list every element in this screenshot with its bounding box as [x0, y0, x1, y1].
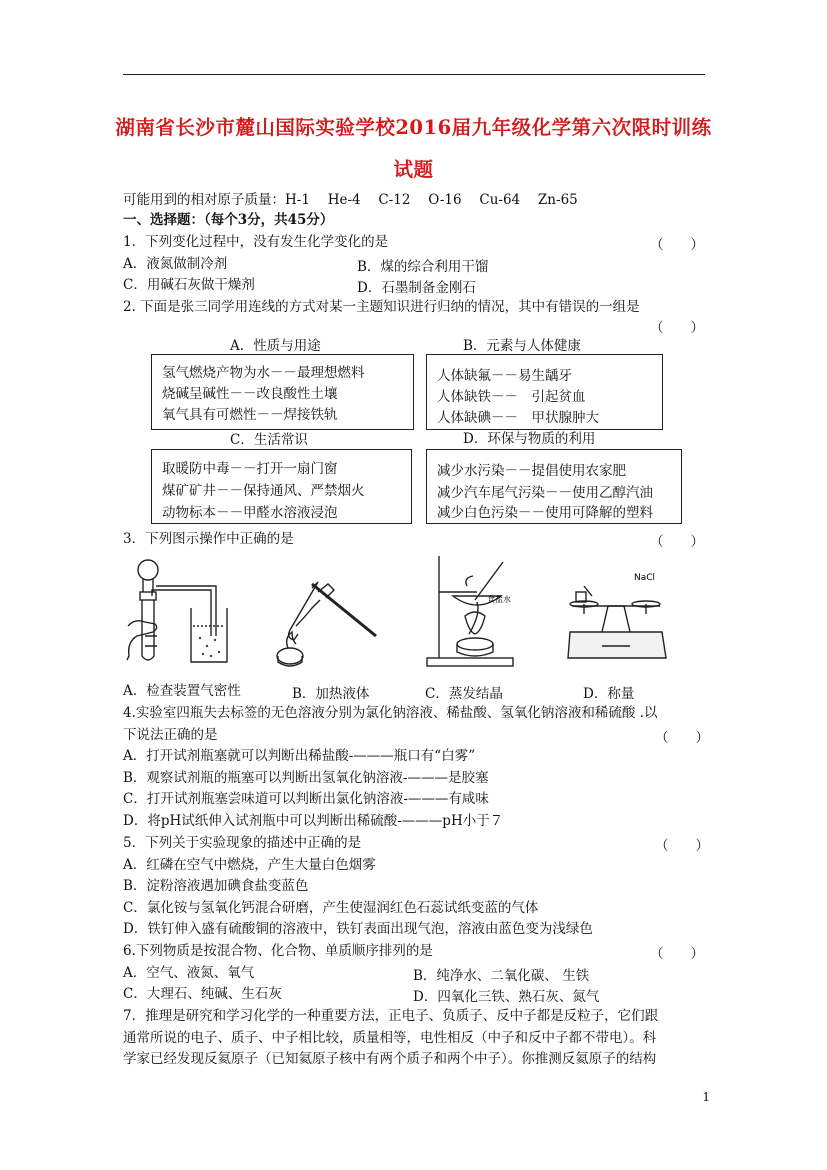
header-rule — [123, 74, 705, 75]
q2-answer-paren: （ ） — [650, 320, 704, 336]
q5-option-a: A．红磷在空气中燃烧，产生大量白色烟雾 — [123, 857, 376, 873]
q4-stem-line1: 4.实验室四瓶失去标签的无色溶液分别为氯化钠溶液、稀盐酸、氢氧化钠溶液和稀硫酸 .以 — [123, 705, 658, 721]
q2-stem: 2. 下面是张三同学用连线的方式对某一主题知识进行归纳的情况，其中有错误的一组是 — [123, 299, 640, 315]
q5-stem: 5．下列关于实验现象的描述中正确的是 — [123, 835, 362, 851]
q6-answer-paren: （ ） — [650, 946, 704, 962]
q4-option-a: A．打开试剂瓶塞就可以判断出稀盐酸-———瓶口有“白雾” — [123, 748, 476, 764]
q6-option-d: D．四氧化三铁、熟石灰、氮气 — [413, 989, 600, 1005]
box-line: 减少汽车尾气污染－－使用乙醇汽油 — [437, 485, 653, 501]
q2-box-a — [151, 354, 414, 430]
q4-option-c: C．打开试剂瓶塞尝味道可以判断出氯化钠溶液-———有咸味 — [123, 791, 489, 807]
heating-liquid-illustration — [268, 578, 380, 670]
q3-stem: 3．下列图示操作中正确的是 — [123, 531, 294, 547]
q1-stem: 1．下列变化过程中，没有发生化学变化的是 — [123, 234, 389, 250]
q3-option-a: A．检查装置气密性 — [123, 683, 241, 699]
q4-answer-paren: （ ） — [655, 730, 709, 746]
q2-box-d-title: D．环保与物质的利用 — [463, 431, 596, 447]
q2-box-b — [426, 354, 663, 430]
q4-option-b: B．观察试剂瓶的瓶塞可以判断出氢氧化钠溶液-———是胶塞 — [123, 770, 489, 786]
salt-water-label: 食盐水 — [487, 595, 511, 604]
q7-line3: 学家已经发现反氦原子（已知氦原子核中有两个质子和两个中子）。你推测反氦原子的结构 — [123, 1051, 657, 1067]
q1-option-b: B．煤的综合利用干馏 — [357, 259, 489, 275]
box-line: 取暖防中毒－－打开一扇门窗 — [162, 461, 338, 477]
box-line: 氧气具有可燃性－－焊接铁轨 — [162, 407, 338, 423]
q2-box-b-title: B．元素与人体健康 — [463, 338, 581, 354]
nacl-label: NaCl — [634, 573, 656, 583]
doc-title-line2: 试题 — [393, 158, 434, 181]
q6-option-a: A．空气、液氮、氧气 — [123, 965, 255, 981]
q1-answer-paren: （ ） — [650, 237, 704, 253]
q5-option-b: B．淀粉溶液遇加碘食盐变蓝色 — [123, 878, 309, 894]
q7-line2: 通常所说的电子、质子、中子相比较，质量相等，电性相反（中子和反中子都不带电）。科 — [123, 1030, 657, 1046]
q1-option-a: A．液氮做制冷剂 — [123, 256, 228, 272]
q1-option-d: D．石墨制备金刚石 — [357, 280, 476, 296]
box-line: 人体缺碘－－ 甲状腺肿大 — [437, 410, 599, 426]
q2-box-a-title: A．性质与用途 — [230, 338, 321, 354]
evaporation-illustration — [423, 552, 523, 668]
box-line: 人体缺铁－－ 引起贫血 — [437, 389, 586, 405]
q1-option-c: C．用碱石灰做干燥剂 — [123, 277, 255, 293]
airtight-check-illustration — [123, 556, 233, 668]
q2-box-c-title: C．生活常识 — [230, 432, 308, 448]
q5-answer-paren: （ ） — [655, 838, 709, 854]
q2-box-c — [151, 449, 412, 524]
q3-option-b: B．加热液体 — [292, 686, 370, 702]
atomic-mass-line: 可能用到的相对原子质量：H-1 He-4 C-12 O-16 Cu-64 Zn-65 — [123, 192, 578, 208]
q5-option-c: C．氯化铵与氢氧化钙混合研磨，产生使湿润红色石蕊试纸变蓝的气体 — [123, 900, 539, 916]
section-heading: 一、选择题：（每个3分，共45分） — [123, 212, 334, 228]
balance-illustration — [562, 566, 672, 662]
box-line: 减少水污染－－提倡使用农家肥 — [437, 463, 626, 479]
box-line: 减少白色污染－－使用可降解的塑料 — [437, 505, 653, 521]
box-line: 氢气燃烧产物为水－－最理想燃料 — [162, 365, 365, 381]
q7-line1: 7．推理是研究和学习化学的一种重要方法，正电子、负质子、反中子都是反粒子，它们跟 — [123, 1008, 659, 1024]
q4-option-d: D．将pH试纸伸入试剂瓶中可以判断出稀硫酸-———pH小于７ — [123, 813, 504, 829]
q3-option-c: C．蒸发结晶 — [425, 686, 503, 702]
box-line: 烧碱呈碱性－－改良酸性土壤 — [162, 386, 338, 402]
box-line: 人体缺氟－－易生龋牙 — [437, 368, 572, 384]
box-line: 煤矿矿井－－保持通风、严禁烟火 — [162, 483, 365, 499]
q3-answer-paren: （ ） — [650, 534, 704, 550]
q5-option-d: D．铁钉伸入盛有硫酸铜的溶液中，铁钉表面出现气泡，溶液由蓝色变为浅绿色 — [123, 921, 593, 937]
page-number: 1 — [702, 1090, 710, 1104]
q4-stem-line2: 下说法正确的是 — [123, 727, 218, 743]
q6-option-c: C．大理石、纯碱、生石灰 — [123, 986, 282, 1002]
q2-box-d — [426, 449, 682, 524]
doc-title-line1: 湖南省长沙市麓山国际实验学校2016届九年级化学第六次限时训练 — [115, 116, 712, 139]
q6-stem: 6.下列物质是按混合物、化合物、单质顺序排列的是 — [123, 943, 433, 959]
q6-option-b: B．纯净水、二氧化碳、 生铁 — [413, 968, 590, 984]
q3-option-d: D．称量 — [583, 686, 635, 702]
box-line: 动物标本－－甲醛水溶液浸泡 — [162, 505, 338, 521]
